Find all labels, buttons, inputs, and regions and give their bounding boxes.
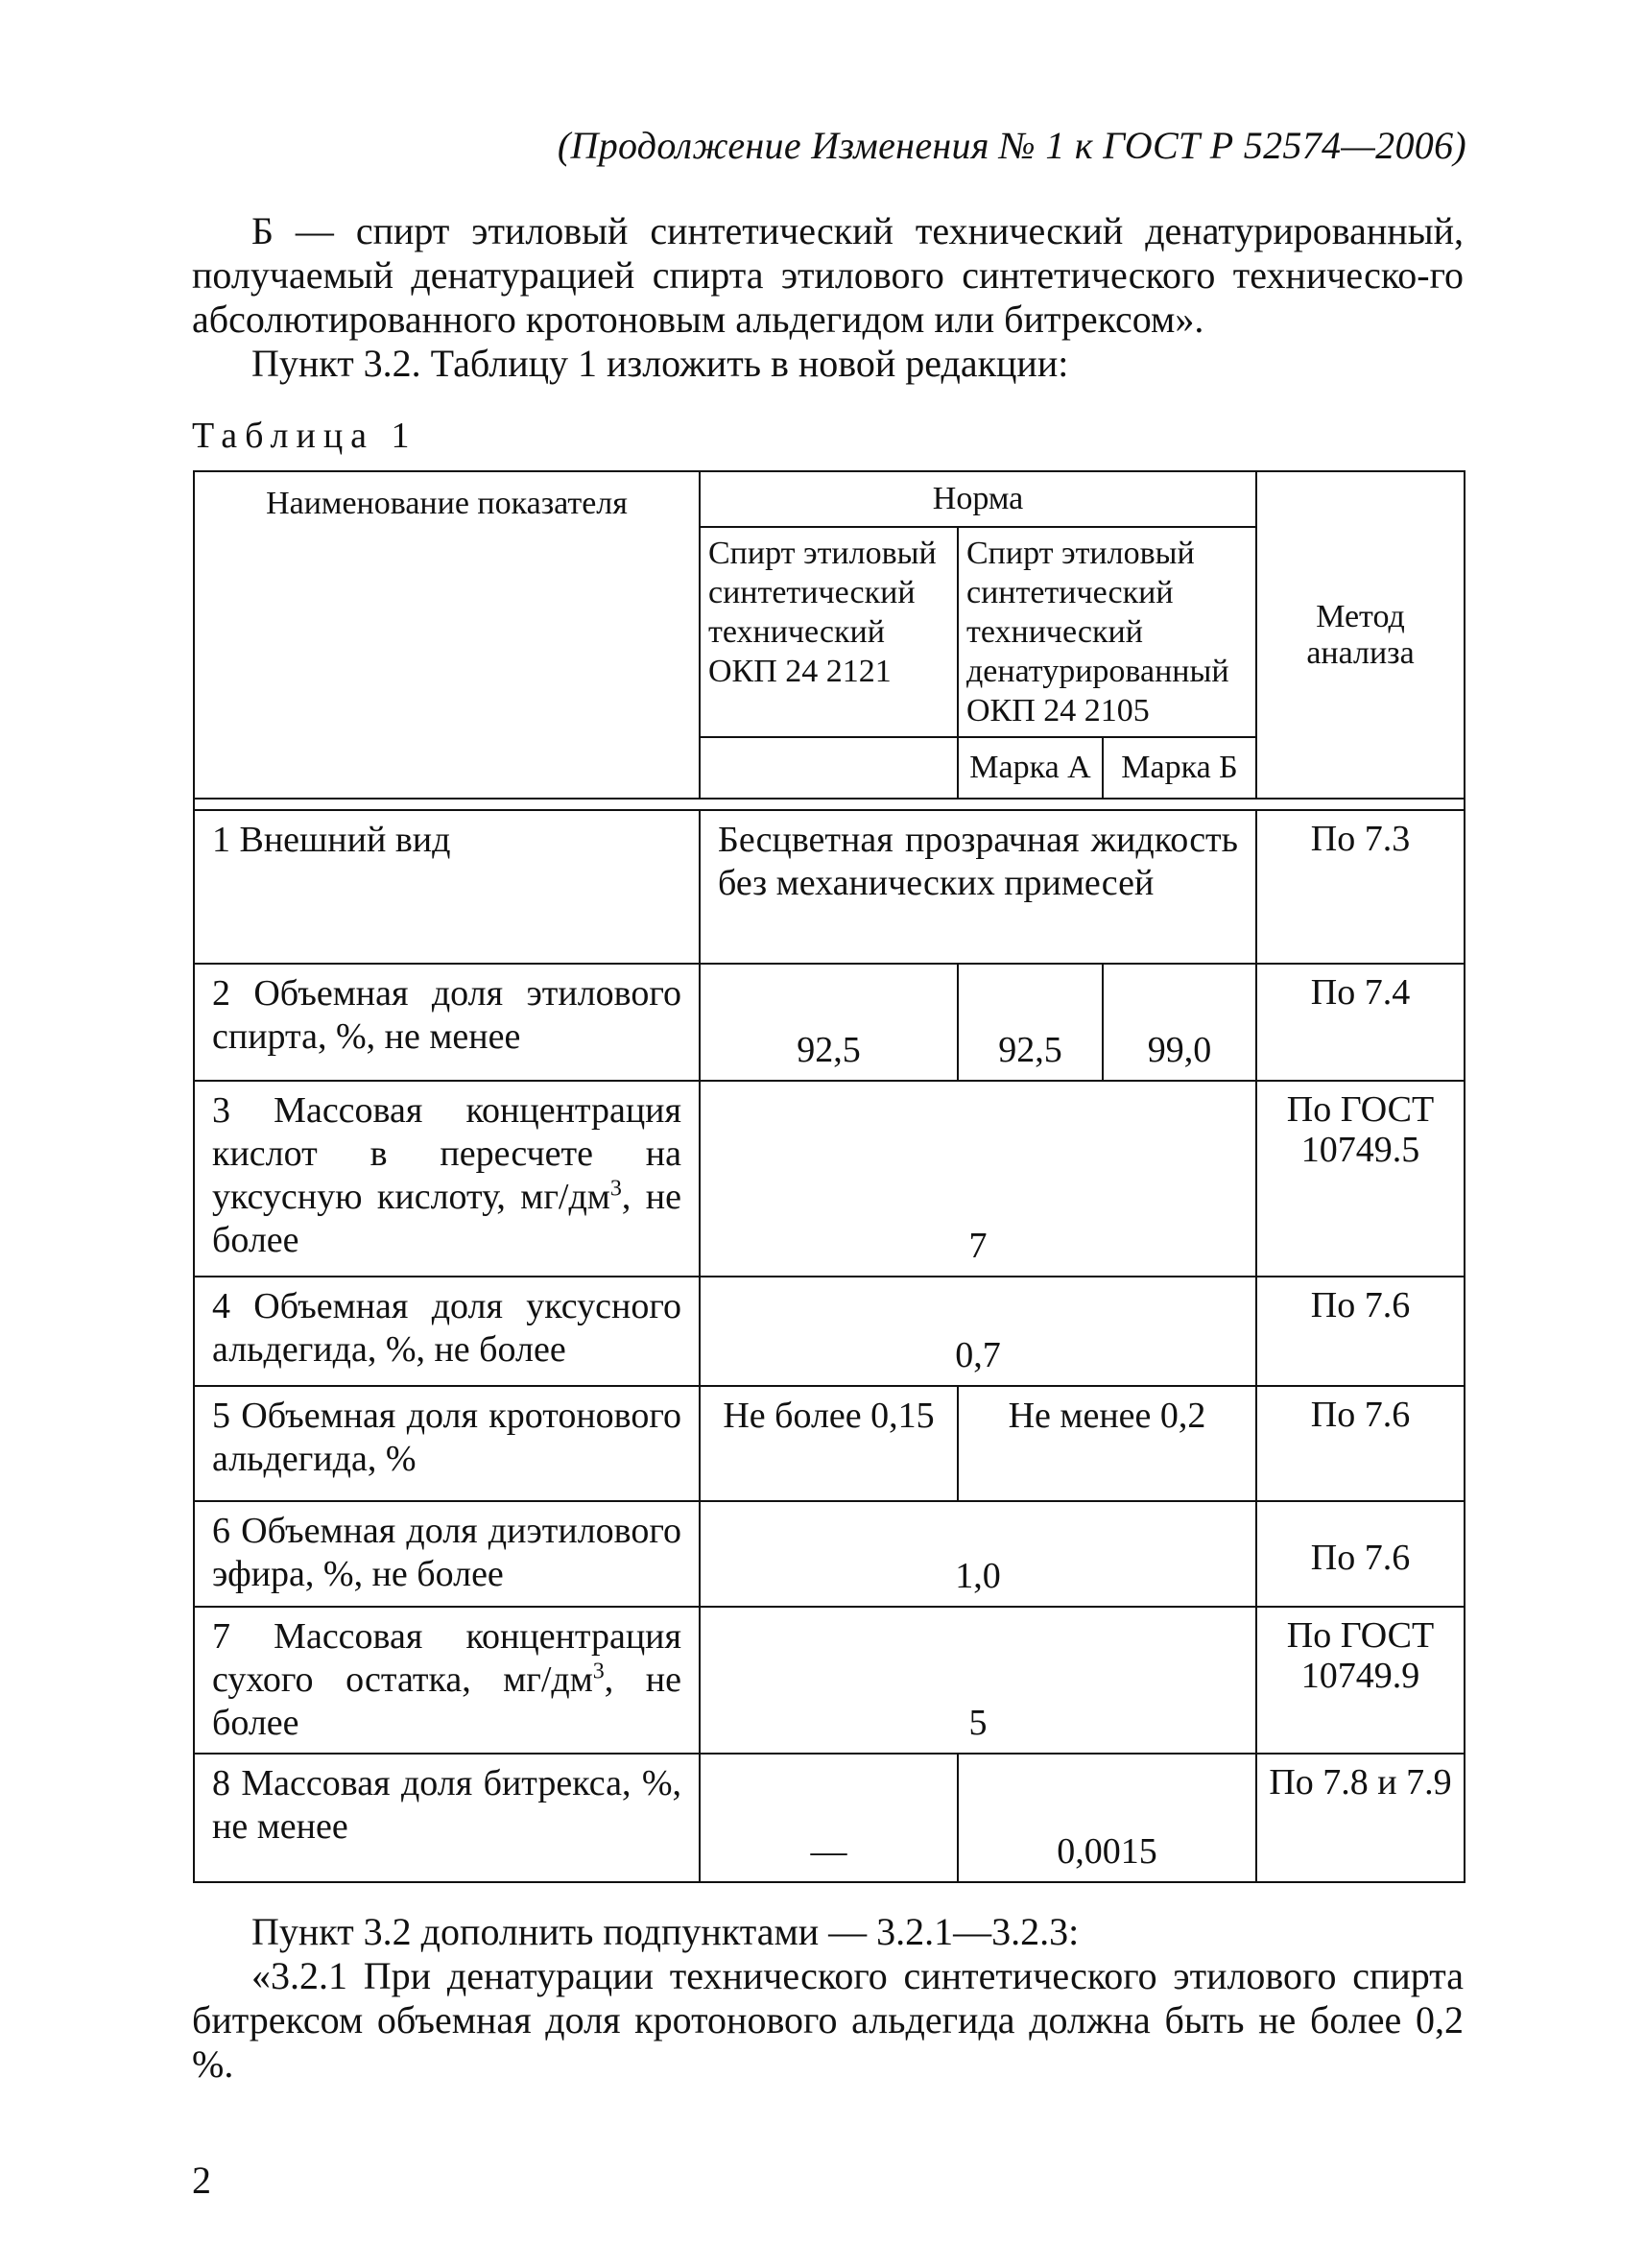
table-row [194, 1754, 1465, 1882]
table-row [194, 1501, 1465, 1607]
row-7-name-text: 7 Массовая концентрация сухого остатка, мг/дм [212, 1616, 681, 1700]
row-3-method: По ГОСТ 10749.5 [1256, 1081, 1465, 1277]
table-row [194, 1607, 1465, 1754]
row-5-value-tech: Не более 0,15 [700, 1386, 958, 1501]
row-1-name: 1 Внешний вид [194, 810, 700, 964]
row-1-method: По 7.3 [1256, 810, 1465, 964]
table-row [194, 810, 1465, 964]
header-double-rule [194, 799, 1465, 810]
row-8-value-denat: 0,0015 [958, 1754, 1256, 1882]
header-denat-cell: Спирт этиловый синтетический технический денатурированный ОКП 24 2105 [958, 527, 1256, 737]
row-3-name-text: 3 Массовая концентрация кислот в пересчете на уксусную кислоту, мг/дм [212, 1090, 681, 1217]
intro-paragraph-2-text: Пункт 3.2. Таблицу 1 изложить в новой редакции: [251, 342, 1069, 385]
row-3-value: 7 [700, 1081, 1256, 1277]
intro-paragraph-1-text: Б — спирт этиловый синтетический технический денатурированный, получаемый денатурацией спирта этилового синтетического техническо-го абсолютированного кротоновым альдегидом или битрексом». [192, 209, 1464, 341]
row-2-value-tech: 92,5 [700, 964, 958, 1081]
row-2-value-brand-b: 99,0 [1103, 964, 1256, 1081]
row-3-name [194, 1081, 700, 1277]
outro-paragraph-2-text: «3.2.1 При денатурации технического синтетического этилового спирта битрексом объемная доля кротонового альдегида должна быть не более 0,2 %. [192, 1954, 1464, 2086]
outro-paragraph-2 [192, 1954, 1464, 2087]
row-7-name-suffix: , не более [212, 1659, 681, 1743]
row-4-name: 4 Объемная доля уксусного альдегида, %, не более [194, 1277, 700, 1386]
row-7-value: 5 [700, 1607, 1256, 1754]
row-2-value-brand-a: 92,5 [958, 964, 1103, 1081]
table-row [194, 964, 1465, 1081]
header-method-cell: Метод анализа [1256, 471, 1465, 799]
norms-table [193, 470, 1465, 1883]
table-row [194, 1081, 1465, 1277]
row-6-method: По 7.6 [1256, 1501, 1465, 1607]
row-7-method: По ГОСТ 10749.9 [1256, 1607, 1465, 1754]
row-5-value-denat: Не менее 0,2 [958, 1386, 1256, 1501]
header-brand-b-cell: Марка Б [1103, 737, 1256, 799]
header-norm-cell: Норма [700, 471, 1256, 527]
row-8-value-tech: — [700, 1754, 958, 1882]
header-name-cell: Наименование показателя [194, 471, 700, 799]
table-row [194, 1277, 1465, 1386]
row-6-value: 1,0 [700, 1501, 1256, 1607]
row-4-method: По 7.6 [1256, 1277, 1465, 1386]
intro-paragraph-1 [192, 209, 1464, 342]
intro-paragraph-2 [192, 342, 1464, 386]
row-5-name: 5 Объемная доля кротонового альдегида, % [194, 1386, 700, 1501]
running-header: (Продолжение Изменения № 1 к ГОСТ Р 52574—2006) [557, 124, 1466, 167]
row-2-method: По 7.4 [1256, 964, 1465, 1081]
row-7-name [194, 1607, 700, 1754]
row-5-method: По 7.6 [1256, 1386, 1465, 1501]
row-8-name: 8 Массовая доля битрекса, %, не менее [194, 1754, 700, 1882]
row-3-name-suffix: , не более [212, 1177, 681, 1260]
header-brand-a-cell: Марка А [958, 737, 1103, 799]
header-tech-empty-cell [700, 737, 958, 799]
row-3-name-sup: 3 [609, 1176, 622, 1202]
row-2-name: 2 Объемная доля этилового спирта, %, не менее [194, 964, 700, 1081]
row-6-name: 6 Объемная доля диэтилового эфира, %, не более [194, 1501, 700, 1607]
table-row [194, 1386, 1465, 1501]
outro-paragraph-1-text: Пункт 3.2 дополнить подпунктами — 3.2.1—3.2.3: [251, 1910, 1080, 1953]
row-1-value: Бесцветная прозрачная жидкость без механических примесей [700, 810, 1256, 964]
row-7-name-sup: 3 [592, 1659, 605, 1684]
page-number: 2 [192, 2159, 211, 2202]
row-8-method: По 7.8 и 7.9 [1256, 1754, 1465, 1882]
outro-paragraph-1 [192, 1910, 1464, 1954]
row-4-value: 0,7 [700, 1277, 1256, 1386]
table-caption: Таблица 1 [192, 416, 417, 456]
header-tech-cell: Спирт этиловый синтетический технический ОКП 24 2121 [700, 527, 958, 737]
